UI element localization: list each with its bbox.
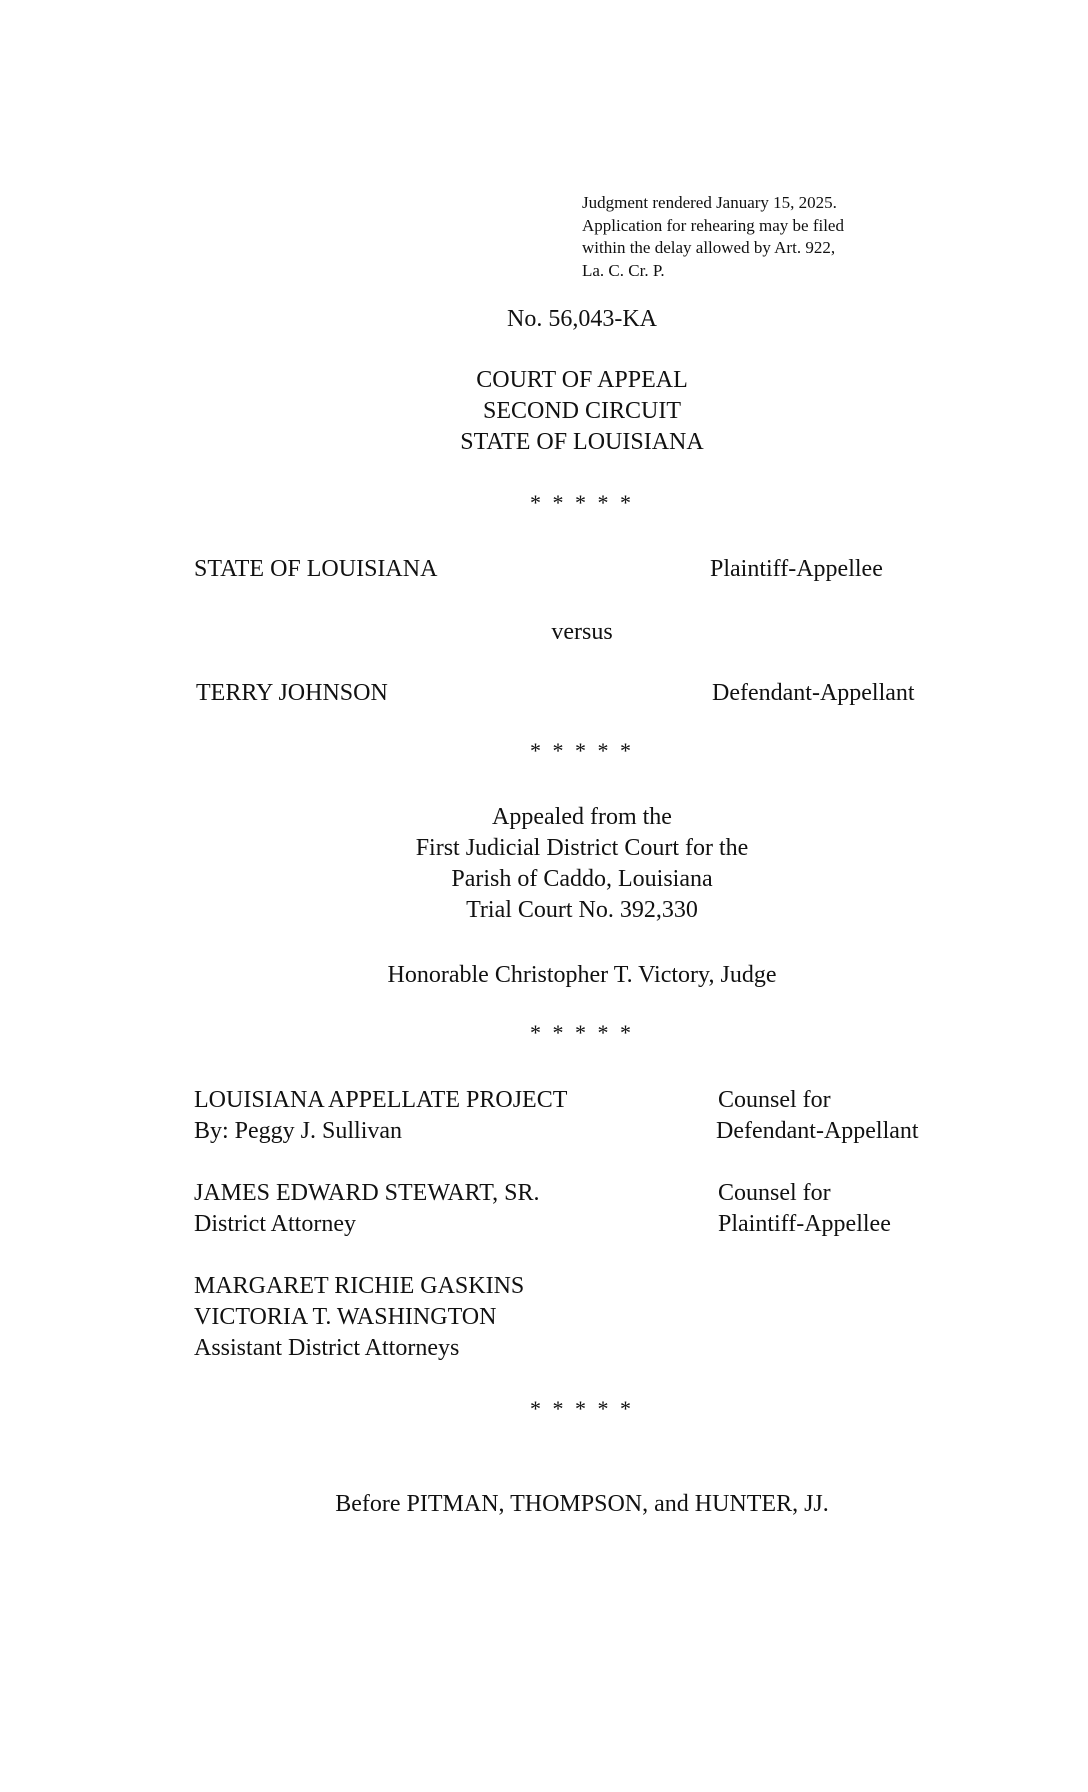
defendant-role: Defendant-Appellant: [712, 680, 915, 706]
separator: * * * * *: [530, 738, 634, 763]
separator: * * * * *: [530, 1020, 634, 1045]
appeal-block: [0, 802, 1088, 926]
judgment-note-line: Application for rehearing may be filed: [582, 215, 844, 235]
defense-counsel-line: LOUISIANA APPELLATE PROJECT: [194, 1087, 568, 1113]
court-line: COURT OF APPEAL: [476, 367, 688, 393]
prosecution-counsel-line: JAMES EDWARD STEWART, SR.: [194, 1180, 540, 1206]
judgment-note-line: Judgment rendered January 15, 2025.: [582, 193, 837, 212]
judgment-note-line: within the delay allowed by Art. 922,: [582, 238, 836, 257]
defense-counsel-line: By: Peggy J. Sullivan: [194, 1118, 403, 1144]
appeal-line: Appealed from the: [492, 804, 672, 830]
defense-role-line: Defendant-Appellant: [716, 1118, 919, 1144]
prosecution-role-line: Plaintiff-Appellee: [718, 1211, 891, 1237]
court-name-block: [0, 365, 1088, 458]
assistant-line: Assistant District Attorneys: [194, 1335, 460, 1361]
panel-judges: Before PITMAN, THOMPSON, and HUNTER, JJ.: [335, 1491, 829, 1517]
judgment-note: [582, 192, 844, 282]
court-line: SECOND CIRCUIT: [482, 398, 681, 424]
judgment-note-line: La. C. Cr. P.: [582, 260, 665, 280]
prosecution-counsel: [194, 1178, 539, 1240]
assistant-line: MARGARET RICHIE GASKINS: [194, 1273, 525, 1299]
appeal-line: First Judicial District Court for the: [415, 835, 749, 861]
plaintiff-role: Plaintiff-Appellee: [710, 556, 883, 582]
court-line: STATE OF LOUISIANA: [460, 429, 704, 455]
defendant-name: TERRY JOHNSON: [196, 680, 388, 706]
assistant-district-attorneys: [194, 1271, 524, 1364]
separator: * * * * *: [530, 1396, 634, 1421]
prosecution-counsel-role: [718, 1178, 891, 1240]
separator: * * * * *: [530, 490, 634, 515]
appeal-line: Trial Court No. 392,330: [466, 897, 698, 923]
appeal-line: Parish of Caddo, Louisiana: [451, 866, 713, 892]
docket-number: No. 56,043-KA: [507, 306, 657, 332]
assistant-line: VICTORIA T. WASHINGTON: [194, 1304, 497, 1330]
versus-label: versus: [551, 619, 613, 645]
defense-role-line: Counsel for: [718, 1087, 831, 1113]
prosecution-counsel-line: District Attorney: [194, 1211, 356, 1237]
trial-judge: Honorable Christopher T. Victory, Judge: [387, 962, 777, 988]
plaintiff-name: STATE OF LOUISIANA: [194, 556, 438, 582]
defense-counsel-role: [718, 1085, 919, 1147]
defense-counsel: [194, 1085, 567, 1147]
prosecution-role-line: Counsel for: [718, 1180, 831, 1206]
